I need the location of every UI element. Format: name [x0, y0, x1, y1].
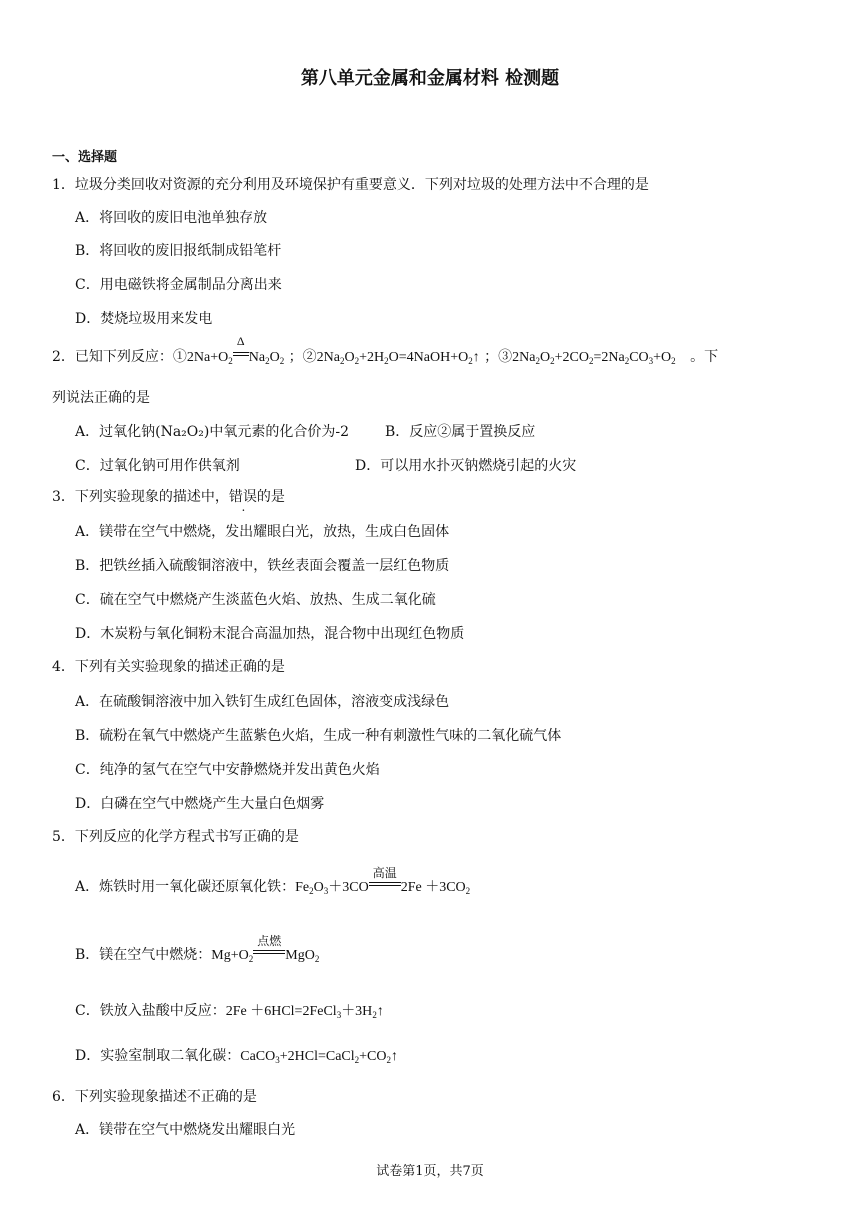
- equation-b: $Mg+O_2$ 点燃 MgO$_2$: [211, 934, 320, 964]
- condition-high-temp: 高温: [372, 866, 397, 880]
- page-title: 第八单元金属和金属材料 检测题: [300, 68, 560, 89]
- question-2-prefix: 2．已知下列反应：①: [52, 349, 187, 365]
- question-2-option-a: A．过氧化钠(Na₂O₂)中氧元素的化合价为-2: [75, 424, 349, 440]
- question-5-option-b: B．镁在空气中燃烧：$Mg+O_2$ 点燃 MgO$_2$: [75, 934, 320, 964]
- question-2-option-b: B．反应②属于置换反应: [385, 424, 536, 440]
- question-2-option-d: D．可以用水扑灭钠燃烧引起的火灾: [355, 458, 577, 474]
- question-2-sep2: ；③: [484, 349, 513, 365]
- equation-c: $2Fe +6HCl=2FeCl_3+3H_2↑$: [225, 1004, 384, 1020]
- question-4-option-a: A．在硫酸铜溶液中加入铁钉生成红色固体，溶液变成浅绿色: [75, 694, 450, 710]
- question-1-stem: 1．垃圾分类回收对资源的充分利用及环境保护有重要意义．下列对垃圾的处理方法中不合理的是: [52, 177, 649, 193]
- question-2-tail: 。下: [690, 349, 719, 365]
- reaction-1: $2Na+O_2$ Δ $Na_2O_2$: [186, 334, 285, 366]
- condition-ignite: 点燃: [257, 934, 282, 948]
- question-3-option-c: C．硫在空气中燃烧产生淡蓝色火焰、放热、生成二氧化硫: [75, 592, 436, 608]
- emphasis-wrong: 错误: [228, 489, 257, 505]
- question-3-option-b: B．把铁丝插入硫酸铜溶液中，铁丝表面会覆盖一层红色物质: [75, 558, 450, 574]
- heat-symbol: Δ: [236, 334, 245, 348]
- question-6-stem: 6．下列实验现象描述不正确的是: [52, 1089, 257, 1105]
- question-2-option-c: C．过氧化钠可用作供氧剂: [75, 458, 240, 474]
- question-1-option-b: B．将回收的废旧报纸制成铅笔杆: [75, 243, 282, 259]
- question-1-option-a: A．将回收的废旧电池单独存放: [75, 210, 268, 226]
- question-6-option-a: A．镁带在空气中燃烧发出耀眼白光: [75, 1122, 296, 1138]
- question-5-option-a: A．炼铁时用一氧化碳还原氧化铁：$Fe_2O_3+3CO$ 高温 $2Fe +3CO_2$: [75, 866, 471, 896]
- question-3-option-d: D．木炭粉与氧化铜粉末混合高温加热，混合物中出现红色物质: [75, 626, 465, 642]
- question-4-option-d: D．白磷在空气中燃烧产生大量白色烟雾: [75, 796, 325, 812]
- section-heading: 一、选择题: [52, 150, 118, 165]
- question-5-stem: 5．下列反应的化学方程式书写正确的是: [52, 829, 299, 845]
- question-2-stem: [52, 334, 719, 366]
- page-footer: 试卷第1页，共7页: [376, 1164, 484, 1179]
- question-4-option-b: B．硫粉在氧气中燃烧产生蓝紫色火焰，生成一种有刺激性气味的二氧化硫气体: [75, 728, 562, 744]
- question-4-option-c: C．纯净的氢气在空气中安静燃烧并发出黄色火焰: [75, 762, 380, 778]
- question-1-option-d: D．焚烧垃圾用来发电: [75, 311, 213, 327]
- question-4-stem: 4．下列有关实验现象的描述正确的是: [52, 659, 285, 675]
- question-5-option-d: D．实验室制取二氧化碳：$CaCO_3+2HCl=CaCl_2+CO_2↑$: [75, 1048, 398, 1065]
- equation-d: $CaCO_3+2HCl=CaCl_2+CO_2↑$: [240, 1049, 398, 1065]
- equation-a: $Fe_2O_3+3CO$ 高温 $2Fe +3CO_2$: [295, 866, 471, 896]
- question-3-option-a: A．镁带在空气中燃烧，发出耀眼白光，放热，生成白色固体: [75, 524, 450, 540]
- question-2-stem-line2: 列说法正确的是: [52, 390, 150, 406]
- question-3-stem: 3．下列实验现象的描述中，错误的是: [52, 489, 285, 505]
- reaction-3: $2Na_2O_2+2CO_2=2Na_2CO_3+O_2$: [512, 350, 676, 366]
- question-2-sep1: ；②: [288, 349, 317, 365]
- reaction-2: $2Na_2O_2+2H_2O=4NaOH+O_2↑$: [316, 350, 480, 366]
- question-5-option-c: C．铁放入盐酸中反应：$2Fe +6HCl=2FeCl_3+3H_2↑$: [75, 1003, 384, 1020]
- question-1-option-c: C．用电磁铁将金属制品分离出来: [75, 277, 282, 293]
